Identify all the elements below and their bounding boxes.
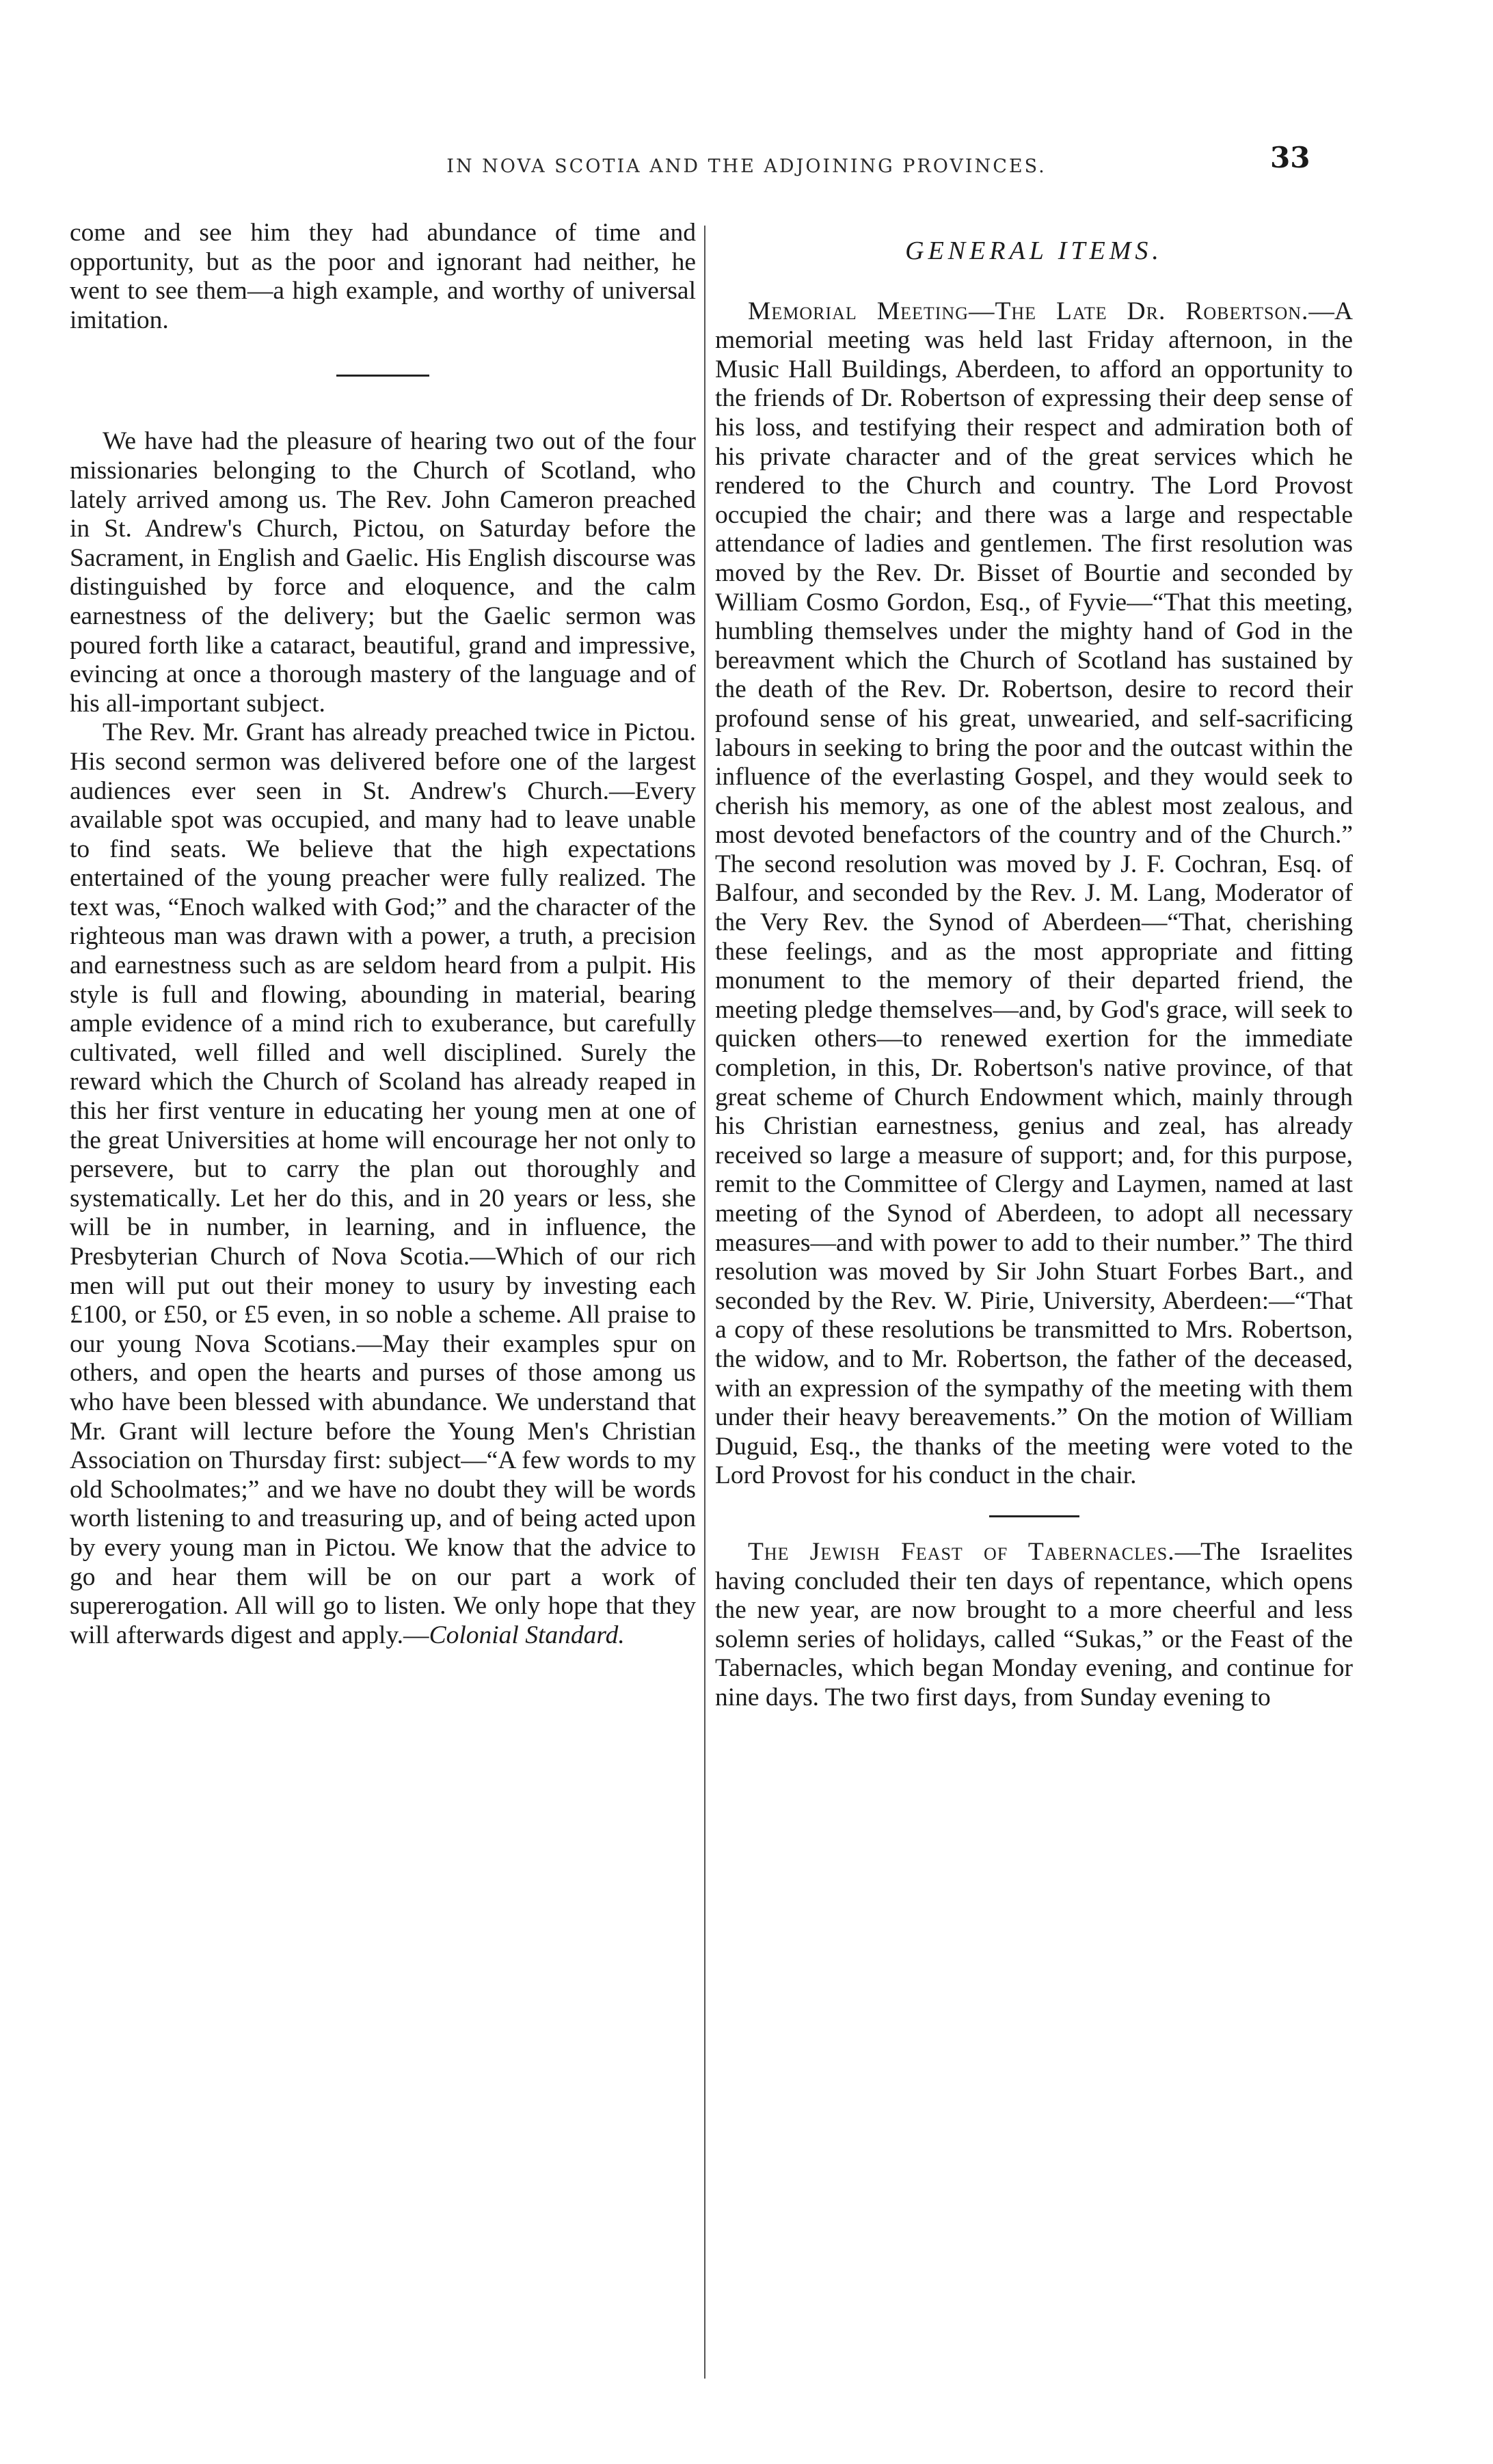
article-paragraph	[70, 718, 696, 1650]
news-item-body: —A memorial meeting was held last Friday afternoon, in the Music Hall Buildings, Aberdeen, to afford an opportunity to the friends of Dr. Robertson of expressing their deep sense of his loss, and testifying their respect and admiration both of his private character and of the great services which he rendered to the Church and country. The Lord Provost occupied the chair; and there was a large and respectable attendance of ladies and gentlemen. The first resolution was moved by the Rev. Dr. Bisset of Bourtie and seconded by William Cosmo Gordon, Esq., of Fyvie—“That this meeting, humbling themselves under the mighty hand of God in the bereavment which the Church of Scotland has sustained by the death of the Rev. Dr. Robertson, desire to record their profound sense of his great, unwearied, and self-sacrificing labours in seeking to bring the poor and the outcast within the influence of the everlasting Gospel, and they would seek to cherish his memory, as one of the ablest most zealous, and most devoted benefactors of the country and of the Church.” The second resolution was moved by J. F. Cochran, Esq. of Balfour, and seconded by the Rev. J. M. Lang, Moderator of the Very Rev. the Synod of Aberdeen—“That, cherishing these feelings, and as the most appropriate and fitting monument to the memory of their departed friend, the meeting pledge themselves—and, by God's grace, will seek to quicken others—to renewed exertion for the immediate completion, in this, Dr. Robertson's native province, of that great scheme of Church Endowment which, mainly through his Christian earnestness, genius and zeal, has already received so large a measure of support; and, for this purpose, remit to the Committee of Clergy and Laymen, named at last meeting of the Synod of Aberdeen, to adopt all necessary measures—and with power to add to their number.” The third resolution was moved by Sir John Stuart Forbes Bart., and seconded by the Rev. W. Pirie, University, Aberdeen:—“That a copy of these resolutions be transmitted to Mrs. Robertson, the widow, and to Mr. Robertson, the father of the deceased, with an expression of the sympathy of the meeting with them under their heavy bereavements.” On the motion of William Duguid, Esq., the thanks of the meeting were voted to the Lord Provost for his conduct in the chair.	[715, 297, 1353, 1490]
column-divider	[704, 226, 705, 2379]
running-title: IN NOVA SCOTIA AND THE ADJOINING PROVINCES.	[446, 156, 1047, 177]
left-column	[70, 219, 696, 1650]
page-number: 33	[1270, 141, 1310, 174]
news-item-heading: The Jewish Feast of Tabernacles.	[748, 1537, 1175, 1566]
right-column	[715, 236, 1353, 1713]
article-paragraph-text: The Rev. Mr. Grant has already preached twice in Pictou. His second sermon was delivered before one of the largest audiences ever seen in St. Andrew's Church.—Every available spot was occupied, and many had to leave unable to find seats. We believe that the high expectations entertained of the young preacher were fully realized. The text was, “Enoch walked with God;” and the character of the righteous man was drawn with a power, a truth, a precision and earnestness such as are seldom heard from a pulpit. His style is full and flowing, abounding in material, bearing ample evidence of a mind rich to exuberance, but carefully cultivated, well filled and well disciplined. Surely the reward which the Church of Scoland has already reaped in this her first venture in educating her young men at one of the great Universities at home will encourage her not only to persevere, but to carry the plan out thoroughly and systematically. Let her do this, and in 20 years or less, she will be in number, in learning, and in influence, the Presbyterian Church of Nova Scotia.—Which of our rich men will put out their money to usury by investing each £100, or £50, or £5 even, in so noble a scheme. All praise to our young Nova Scotians.—May their examples spur on others, and open the hearts and purses of those among us who have been blessed with abundance. We understand that Mr. Grant will lecture before the Young Men's Christian Association on Thursday first: subject—“A few words to my old Schoolmates;” and we have no doubt they will be words worth listening to and treasuring up, and of being acted upon by every young man in Pictou. We know that the advice to go and hear them will be on our part a work of supererogation. All will go to listen. We only hope that they will afterwards digest and apply.—	[70, 718, 696, 1649]
news-item	[715, 1538, 1353, 1713]
news-item-body: —The Israelites having concluded their ten days of repentance, which opens the new year, are now brought to a more cheerful and less solemn series of holidays, called “Sukas,” or the Feast of the Tabernacles, which began Monday evening, and continue for nine days. The two first days, from Sunday evening to	[715, 1537, 1353, 1711]
section-title: GENERAL ITEMS.	[905, 236, 1163, 265]
news-item	[715, 297, 1353, 1491]
article-source: Colonial Standard.	[429, 1621, 625, 1649]
article-paragraph: We have had the pleasure of hearing two out of the four missionaries belonging to the Church of Scotland, who lately arrived among us. The Rev. John Cameron preached in St. Andrew's Church, Pictou, on Saturday before the Sacrament, in English and Gaelic. His English discourse was distinguished by force and eloquence, and the calm earnestness of the delivery; but the Gaelic sermon was poured forth like a cataract, beautiful, grand and impressive, evincing at once a thorough mastery of the language and of his all-important subject.	[70, 427, 696, 718]
section-rule	[989, 1515, 1079, 1517]
news-item-heading: Memorial Meeting—The Late Dr. Robertson.	[748, 297, 1309, 325]
continued-paragraph: come and see him they had abundance of time and opportunity, but as the poor and ignorant had neither, he went to see them—a high example, and worthy of universal imitation.	[70, 219, 696, 334]
section-rule	[336, 375, 429, 377]
